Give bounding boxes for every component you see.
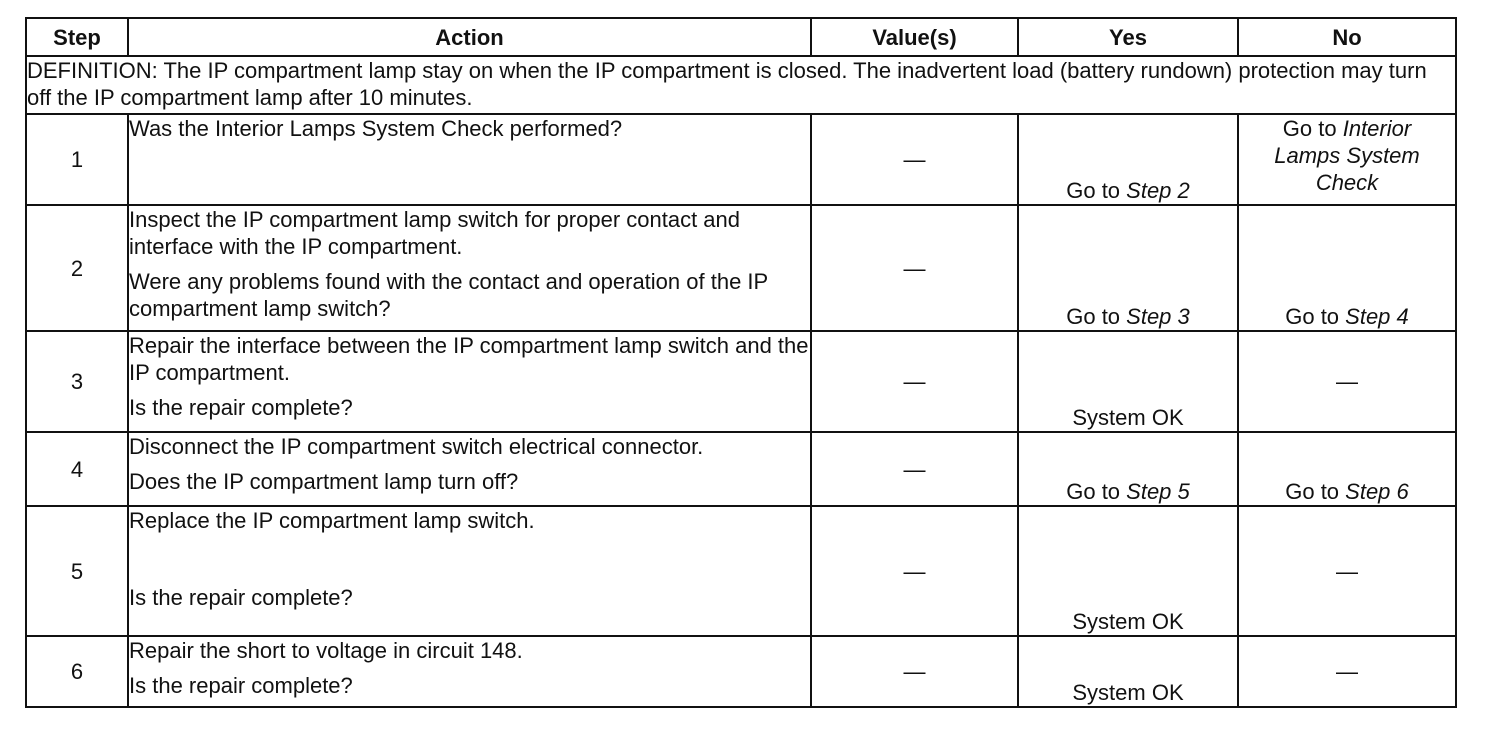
- no-cell: [1238, 432, 1456, 506]
- yes-cell: System OK: [1018, 331, 1238, 432]
- table-row: [26, 636, 1456, 707]
- table-row: [26, 205, 1456, 331]
- definition-text: DEFINITION: The IP compartment lamp stay on when the IP compartment is closed. The inadvertent load (battery rundown) protection may turn off the IP compartment lamp after 10 minutes.: [26, 56, 1456, 114]
- step-number: 1: [26, 114, 128, 205]
- no-cell: [1238, 205, 1456, 331]
- action-text: Inspect the IP compartment lamp switch for proper contact and interface with the IP compartment.: [129, 207, 741, 259]
- action-cell: [128, 331, 811, 432]
- no-link[interactable]: Interior Lamps System Check: [1274, 116, 1420, 195]
- yes-link[interactable]: Step 3: [1126, 304, 1190, 329]
- no-cell: —: [1238, 331, 1456, 432]
- action-text: Repair the interface between the IP compartment lamp switch and the IP compartment.: [129, 333, 809, 385]
- action-text: Repair the short to voltage in circuit 148.: [129, 638, 523, 663]
- yes-cell: [1018, 205, 1238, 331]
- table-row: [26, 331, 1456, 432]
- diagnostic-table: [25, 17, 1457, 708]
- header-action: Action: [128, 18, 811, 56]
- action-question: Were any problems found with the contact and operation of the IP compartment lamp switch?: [129, 269, 768, 321]
- action-text: Was the Interior Lamps System Check performed?: [129, 116, 623, 141]
- action-cell: [128, 114, 811, 205]
- yes-cell: [1018, 114, 1238, 205]
- yes-prefix: Go to: [1066, 304, 1127, 329]
- definition-row: [26, 56, 1456, 114]
- yes-cell: System OK: [1018, 636, 1238, 707]
- action-question: Is the repair complete?: [129, 395, 353, 420]
- action-question: Does the IP compartment lamp turn off?: [129, 469, 519, 494]
- step-number: 2: [26, 205, 128, 331]
- step-number: 3: [26, 331, 128, 432]
- no-link[interactable]: Step 6: [1345, 479, 1409, 504]
- no-link[interactable]: Step 4: [1345, 304, 1409, 329]
- table-row: [26, 506, 1456, 636]
- header-values: Value(s): [811, 18, 1018, 56]
- action-cell: [128, 506, 811, 636]
- no-prefix: Go to: [1285, 304, 1346, 329]
- action-text: Disconnect the IP compartment switch electrical connector.: [129, 434, 704, 459]
- value-cell: —: [811, 331, 1018, 432]
- yes-link[interactable]: Step 5: [1126, 479, 1190, 504]
- action-question: Is the repair complete?: [129, 673, 353, 698]
- step-number: 5: [26, 506, 128, 636]
- no-cell: [1238, 114, 1456, 205]
- value-cell: —: [811, 506, 1018, 636]
- action-cell: [128, 636, 811, 707]
- action-text: Replace the IP compartment lamp switch.: [129, 508, 535, 533]
- no-cell: —: [1238, 506, 1456, 636]
- no-prefix: Go to: [1282, 116, 1343, 141]
- header-row: [26, 18, 1456, 56]
- value-cell: —: [811, 432, 1018, 506]
- header-no: No: [1238, 18, 1456, 56]
- no-cell: —: [1238, 636, 1456, 707]
- table-row: [26, 114, 1456, 205]
- header-yes: Yes: [1018, 18, 1238, 56]
- value-cell: —: [811, 636, 1018, 707]
- table-row: [26, 432, 1456, 506]
- step-number: 6: [26, 636, 128, 707]
- action-cell: [128, 432, 811, 506]
- yes-prefix: Go to: [1066, 479, 1127, 504]
- value-cell: —: [811, 114, 1018, 205]
- yes-cell: System OK: [1018, 506, 1238, 636]
- yes-prefix: Go to: [1066, 178, 1127, 203]
- yes-link[interactable]: Step 2: [1126, 178, 1190, 203]
- yes-cell: [1018, 432, 1238, 506]
- step-number: 4: [26, 432, 128, 506]
- value-cell: —: [811, 205, 1018, 331]
- no-prefix: Go to: [1285, 479, 1346, 504]
- action-question: Is the repair complete?: [129, 585, 353, 610]
- header-step: Step: [26, 18, 128, 56]
- action-cell: [128, 205, 811, 331]
